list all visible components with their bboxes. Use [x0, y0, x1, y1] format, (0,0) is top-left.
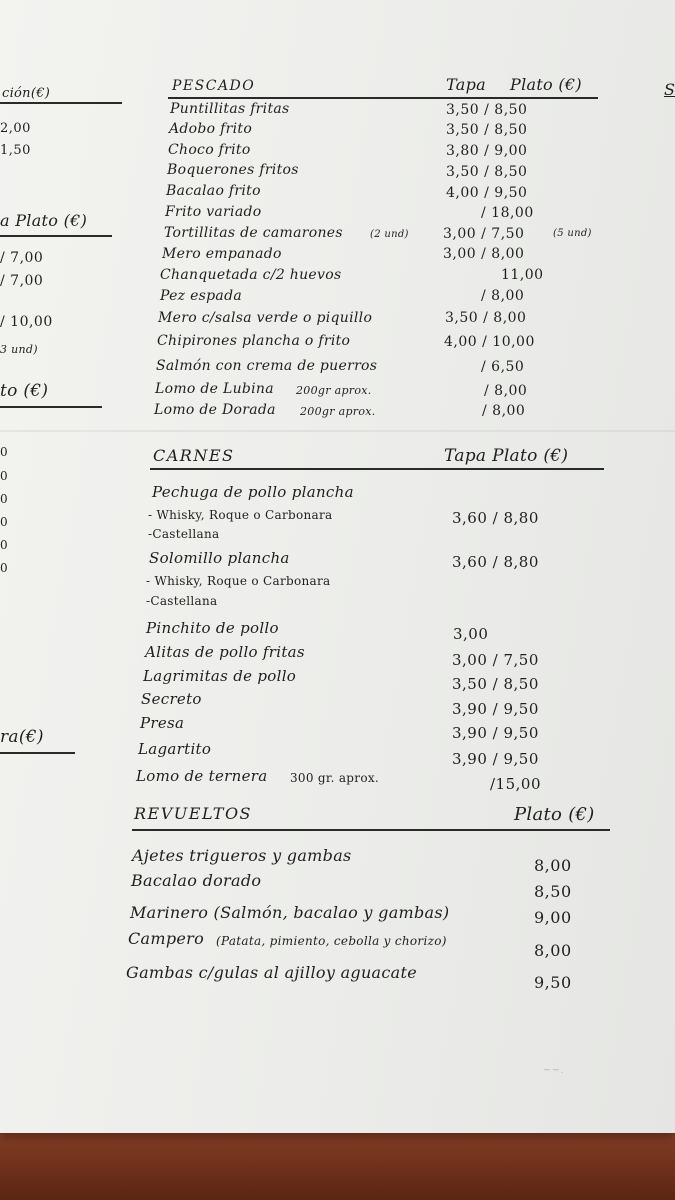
- left-zero: 0: [0, 445, 9, 459]
- menu-item-price: 3,50 / 8,50: [446, 122, 528, 138]
- menu-item-price: 3,00 / 7,50: [452, 651, 539, 669]
- menu-item-name: Campero: [128, 929, 205, 948]
- menu-item-name: Pez espada: [160, 288, 242, 304]
- left-note: 3 und): [0, 343, 38, 356]
- menu-item-name: Bacalao dorado: [131, 871, 262, 890]
- menu-item-name: Pechuga de pollo plancha: [152, 483, 354, 501]
- menu-item-note: (2 und): [370, 229, 409, 240]
- menu-item-price: 3,50 / 8,50: [446, 164, 528, 180]
- menu-item-name: Ajetes trigueros y gambas: [132, 846, 352, 865]
- menu-item-name: Mero c/salsa verde o piquillo: [158, 310, 373, 326]
- left-zero: 0: [0, 492, 9, 506]
- left-header-bottom: ra(€): [0, 727, 44, 747]
- pescado-plato-label: Plato (€): [510, 75, 582, 94]
- menu-item-price: 4,00 / 10,00: [444, 334, 535, 350]
- left-rule-plato: [0, 406, 102, 408]
- menu-item-name: Chipirones plancha o frito: [157, 333, 351, 349]
- menu-item-name: Choco frito: [168, 142, 251, 158]
- menu-item-note: 200gr aprox.: [296, 384, 372, 397]
- menu-item-price: 3,90 / 9,50: [452, 700, 539, 718]
- left-price: / 7,00: [0, 250, 44, 266]
- menu-item-name: Bacalao frito: [166, 183, 261, 199]
- menu-item-name: Tortillitas de camarones: [164, 225, 343, 241]
- menu-item-price: 3,90 / 9,50: [452, 724, 539, 742]
- menu-item-price: / 8,00: [481, 288, 525, 304]
- menu-item-name: Alitas de pollo fritas: [145, 643, 305, 661]
- revueltos-header-label: Plato (€): [514, 804, 595, 825]
- left-header-top: ción(€): [2, 86, 51, 101]
- left-zero: 0: [0, 561, 9, 575]
- menu-item-price: 3,60 / 8,80: [452, 553, 539, 571]
- menu-item-name: Lomo de ternera: [136, 767, 268, 785]
- right-edge-letter: S: [664, 80, 675, 99]
- menu-item-price: 9,50: [534, 973, 572, 992]
- menu-item-name: Solomillo plancha: [149, 549, 290, 567]
- left-rule-top: [0, 102, 122, 104]
- menu-item-price: 9,00: [534, 908, 572, 927]
- faint-mark: ~~.: [543, 1065, 564, 1076]
- menu-item-price: 3,50 / 8,00: [445, 310, 527, 326]
- pescado-title: PESCADO: [172, 78, 256, 94]
- carnes-rule: [150, 468, 604, 470]
- menu-item-note: (5 und): [553, 228, 592, 239]
- left-rule-bottom: [0, 752, 75, 754]
- menu-item-name: Lagartito: [138, 740, 212, 758]
- menu-item-price: / 8,00: [482, 403, 526, 419]
- menu-item-name: Marinero (Salmón, bacalao y gambas): [130, 903, 450, 922]
- menu-item-name: Chanquetada c/2 huevos: [160, 267, 342, 283]
- menu-item-name: Mero empanado: [162, 246, 282, 262]
- carnes-header-label: Tapa Plato (€): [444, 446, 569, 466]
- menu-item-name: Gambas c/gulas al ajilloy aguacate: [126, 963, 417, 982]
- menu-item-price: 3,00: [453, 625, 489, 643]
- menu-item-name: Lomo de Lubina: [155, 381, 274, 397]
- menu-item-subname: -Castellana: [146, 594, 218, 608]
- menu-item-price: 8,50: [534, 882, 572, 901]
- menu-item-price: 8,00: [534, 856, 572, 875]
- menu-item-price: 3,60 / 8,80: [452, 509, 539, 527]
- menu-item-note: 300 gr. aprox.: [290, 771, 380, 785]
- paper-crease: [0, 430, 675, 432]
- left-rule-mid: [0, 235, 112, 237]
- menu-item-price: / 18,00: [481, 205, 534, 221]
- menu-item-price: 4,00 / 9,50: [446, 185, 528, 201]
- menu-item-name: Secreto: [141, 690, 202, 708]
- left-price: / 7,00: [0, 273, 44, 289]
- menu-item-price: 3,80 / 9,00: [446, 143, 528, 159]
- menu-item-price: 3,90 / 9,50: [452, 750, 539, 768]
- left-price: 1,50: [0, 143, 31, 158]
- revueltos-title: REVUELTOS: [134, 804, 253, 823]
- left-zero: 0: [0, 515, 9, 529]
- left-price: 2,00: [0, 121, 31, 136]
- menu-item-subname: - Whisky, Roque o Carbonara: [148, 508, 333, 522]
- menu-item-note: (Patata, pimiento, cebolla y chorizo): [216, 934, 447, 948]
- menu-item-name: Boquerones fritos: [167, 162, 299, 178]
- menu-item-name: Salmón con crema de puerros: [156, 358, 378, 374]
- left-header-plato: to (€): [0, 381, 49, 401]
- menu-item-price: 3,00 / 8,00: [443, 246, 525, 262]
- menu-item-price: 11,00: [501, 267, 544, 283]
- menu-item-subname: -Castellana: [148, 527, 220, 541]
- menu-item-name: Lomo de Dorada: [154, 402, 276, 418]
- menu-item-price: 3,00 / 7,50: [443, 226, 525, 242]
- pescado-tapa-label: Tapa: [446, 75, 486, 94]
- menu-item-price: / 6,50: [481, 359, 525, 375]
- menu-item-price: 3,50 / 8,50: [452, 675, 539, 693]
- menu-item-price: /15,00: [490, 775, 541, 793]
- revueltos-rule: [132, 829, 610, 831]
- left-price: / 10,00: [0, 314, 53, 330]
- menu-item-name: Frito variado: [165, 204, 262, 220]
- menu-item-name: Lagrimitas de pollo: [143, 667, 297, 685]
- pescado-rule: [168, 97, 598, 99]
- menu-item-subname: - Whisky, Roque o Carbonara: [146, 574, 331, 588]
- menu-item-name: Puntillitas fritas: [170, 101, 290, 117]
- menu-item-name: Presa: [140, 714, 185, 732]
- menu-item-note: 200gr aprox.: [300, 405, 376, 418]
- carnes-title: CARNES: [153, 446, 235, 465]
- menu-item-price: 8,00: [534, 941, 572, 960]
- menu-item-price: 3,50 / 8,50: [446, 102, 528, 118]
- menu-item-price: / 8,00: [484, 383, 528, 399]
- left-zero: 0: [0, 538, 9, 552]
- left-header-mid: a Plato (€): [0, 211, 88, 230]
- menu-item-name: Adobo frito: [169, 121, 253, 137]
- menu-item-name: Pinchito de pollo: [146, 619, 279, 637]
- left-zero: 0: [0, 469, 9, 483]
